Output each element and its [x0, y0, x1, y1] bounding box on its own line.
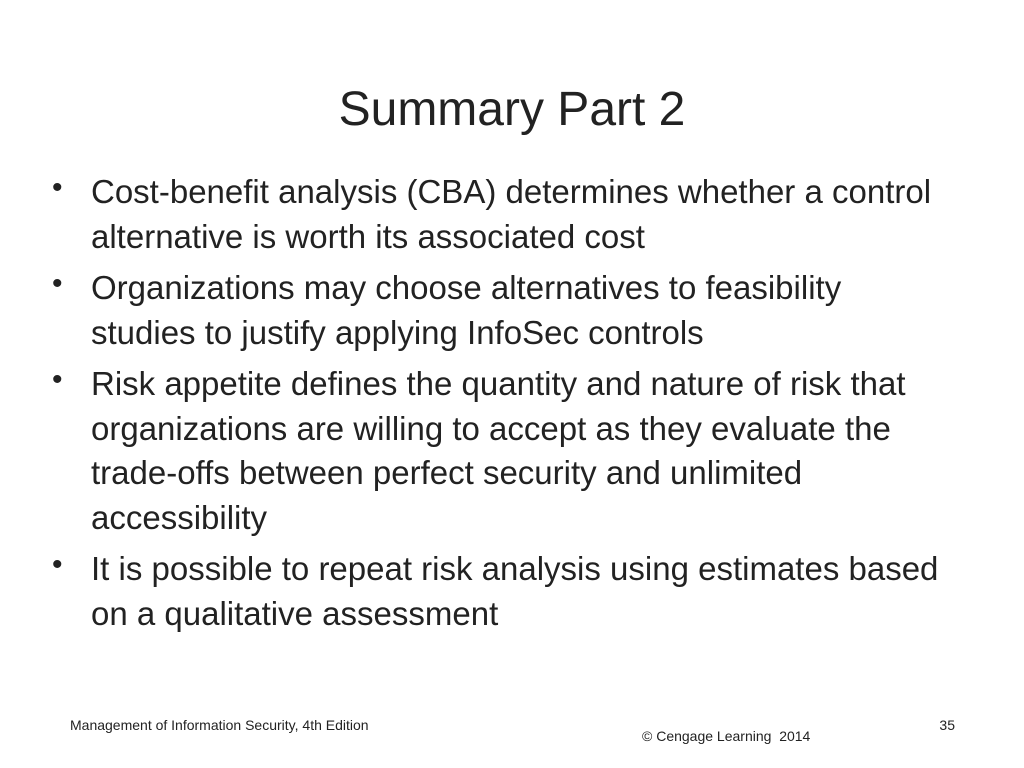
bullet-list: [52, 170, 952, 643]
bullet-marker: •: [52, 171, 63, 204]
bullet-marker: •: [52, 363, 63, 396]
bullet-item: [52, 170, 952, 259]
bullet-text: Cost-benefit analysis (CBA) determines whether a control alternative is worth its associated cost: [91, 173, 932, 255]
bullet-text: Risk appetite defines the quantity and nature of risk that organizations are willing to accept as they evaluate the trade-offs between perfect security and unlimited accessibility: [91, 365, 906, 536]
bullet-marker: •: [52, 548, 63, 581]
bullet-item: [52, 362, 952, 540]
slide-number: 35: [939, 717, 955, 733]
bullet-item: [52, 266, 952, 355]
footer-book-title: Management of Information Security, 4th Edition: [70, 717, 369, 733]
slide-title: Summary Part 2: [338, 83, 686, 136]
bullet-marker: •: [52, 267, 63, 300]
bullet-item: [52, 547, 952, 636]
footer-copyright: © Cengage Learning 2014: [642, 728, 811, 744]
bullet-text: Organizations may choose alternatives to feasibility studies to justify applying InfoSec controls: [91, 269, 842, 351]
bullet-text: It is possible to repeat risk analysis using estimates based on a qualitative assessment: [91, 550, 939, 632]
